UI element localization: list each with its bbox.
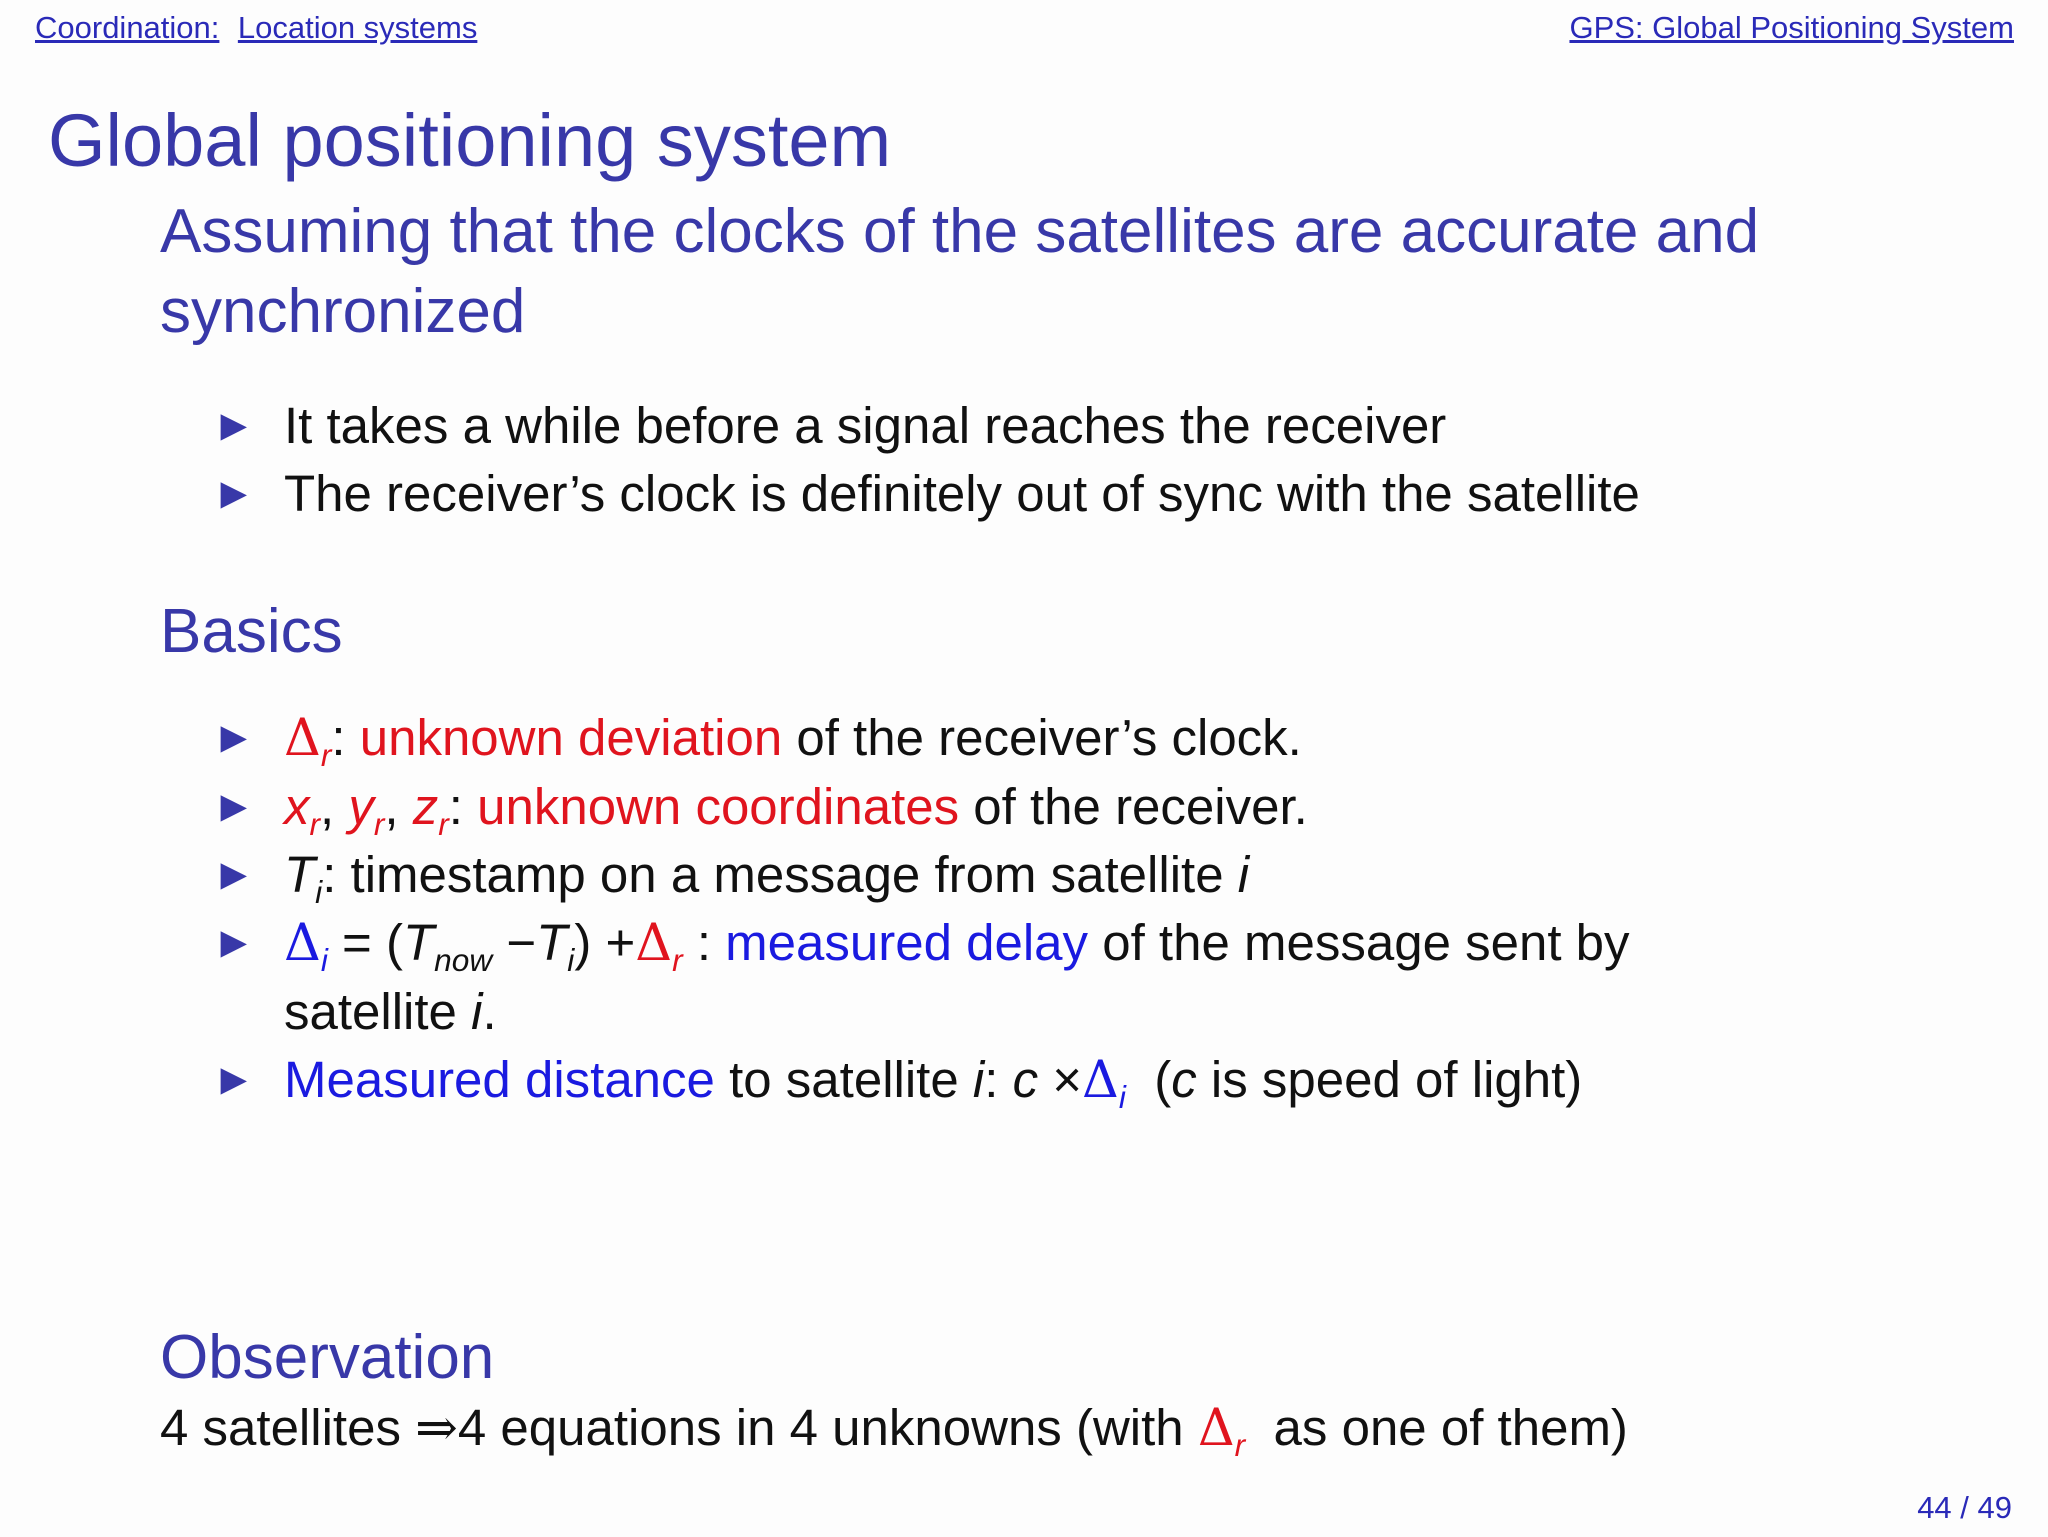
bullet-text: It takes a while before a signal reaches the receiver [284,397,1447,454]
list-item [212,773,1912,841]
colon: : [322,846,337,903]
var-y: y [348,778,374,835]
observation-text [160,1398,1628,1464]
subscript: i [1118,1079,1126,1116]
nav-topic-link[interactable]: GPS: Global Positioning System [1569,10,2014,45]
bullet-text: The receiver’s clock is definitely out of sync with the satellite [284,465,1640,522]
basics-bullet-list [212,704,1912,1115]
colon: : [331,709,346,766]
var-T: T [284,846,316,903]
subscript: i [320,942,328,979]
list-item [212,704,1912,773]
delta-symbol: Δ [1197,1399,1235,1458]
observation-part: 4 equations in 4 unknowns (with [457,1399,1184,1456]
subscript: r [309,806,321,843]
triangle-bullet-icon: ► [212,469,256,518]
page-number: 44 / 49 [1917,1490,2012,1525]
paren-open: ( [1154,1051,1172,1108]
subscript: r [672,942,683,979]
list-item [212,909,1912,1046]
nav-breadcrumb [35,10,477,46]
subscript: r [1234,1427,1246,1464]
delta-symbol: Δ [1082,1051,1119,1110]
observation-heading: Observation [160,1323,495,1392]
delta-symbol: Δ [284,914,321,973]
triangle-bullet-icon: ► [212,918,256,967]
paren-close: ) [574,914,592,971]
highlight-text: unknown coordinates [477,778,960,835]
list-item [212,1046,1912,1115]
subscript: i [315,874,323,911]
colon: : [448,778,463,835]
list-item [212,392,1912,460]
subscript: r [438,806,449,843]
bullet-text: of the receiver. [973,778,1308,835]
highlight-text: Measured distance [284,1051,715,1108]
var-i: i [972,1051,985,1108]
triangle-bullet-icon: ► [212,401,256,450]
var-T: T [536,914,568,971]
highlight-text: measured delay [725,914,1089,971]
comma: , [384,778,399,835]
comma: , [320,778,335,835]
bullet-text: to satellite [729,1051,959,1108]
bullet-text: satellite [284,983,457,1040]
triangle-bullet-icon: ► [212,782,256,831]
minus-sign: − [506,914,537,971]
list-item [212,841,1912,909]
bullet-text: of the receiver’s clock. [796,709,1302,766]
equals-sign: = [342,914,372,971]
var-z: z [412,778,439,835]
period: . [482,983,497,1040]
nav-section-link[interactable]: Coordination: [35,10,220,45]
colon: : [984,1051,999,1108]
var-c: c [1012,1051,1039,1108]
implies-symbol: ⇒ [415,1399,458,1458]
intro-bullet-list [212,392,1912,528]
bullet-text: timestamp on a message from satellite [350,846,1224,903]
highlight-text: unknown deviation [359,709,783,766]
nav-subsection-link[interactable]: Location systems [237,10,478,45]
basics-heading: Basics [160,597,343,666]
subscript: i [567,942,575,979]
triangle-bullet-icon: ► [212,713,256,762]
var-i: i [471,983,483,1040]
observation-part: 4 satellites [160,1399,401,1456]
delta-symbol: Δ [635,914,673,973]
list-item [212,460,1912,528]
bullet-text: of the message sent by [1102,914,1630,971]
slide-title: Global positioning system [48,99,892,182]
observation-part: as one of them) [1273,1399,1628,1456]
subscript: r [373,806,385,843]
var-T: T [403,914,435,971]
paren-open: ( [386,914,403,971]
times-sign: × [1052,1051,1083,1108]
bullet-text: is speed of light) [1210,1051,1583,1108]
colon: : [696,914,711,971]
subscript: now [434,942,493,979]
var-x: x [284,778,310,835]
var-i: i [1237,846,1250,903]
triangle-bullet-icon: ► [212,850,256,899]
triangle-bullet-icon: ► [212,1055,256,1104]
var-c: c [1171,1051,1197,1108]
subscript: r [320,737,332,774]
plus-sign: + [605,914,636,971]
delta-symbol: Δ [284,709,321,768]
slide-subtitle: Assuming that the clocks of the satellites are accurate and synchronized [160,197,1760,346]
